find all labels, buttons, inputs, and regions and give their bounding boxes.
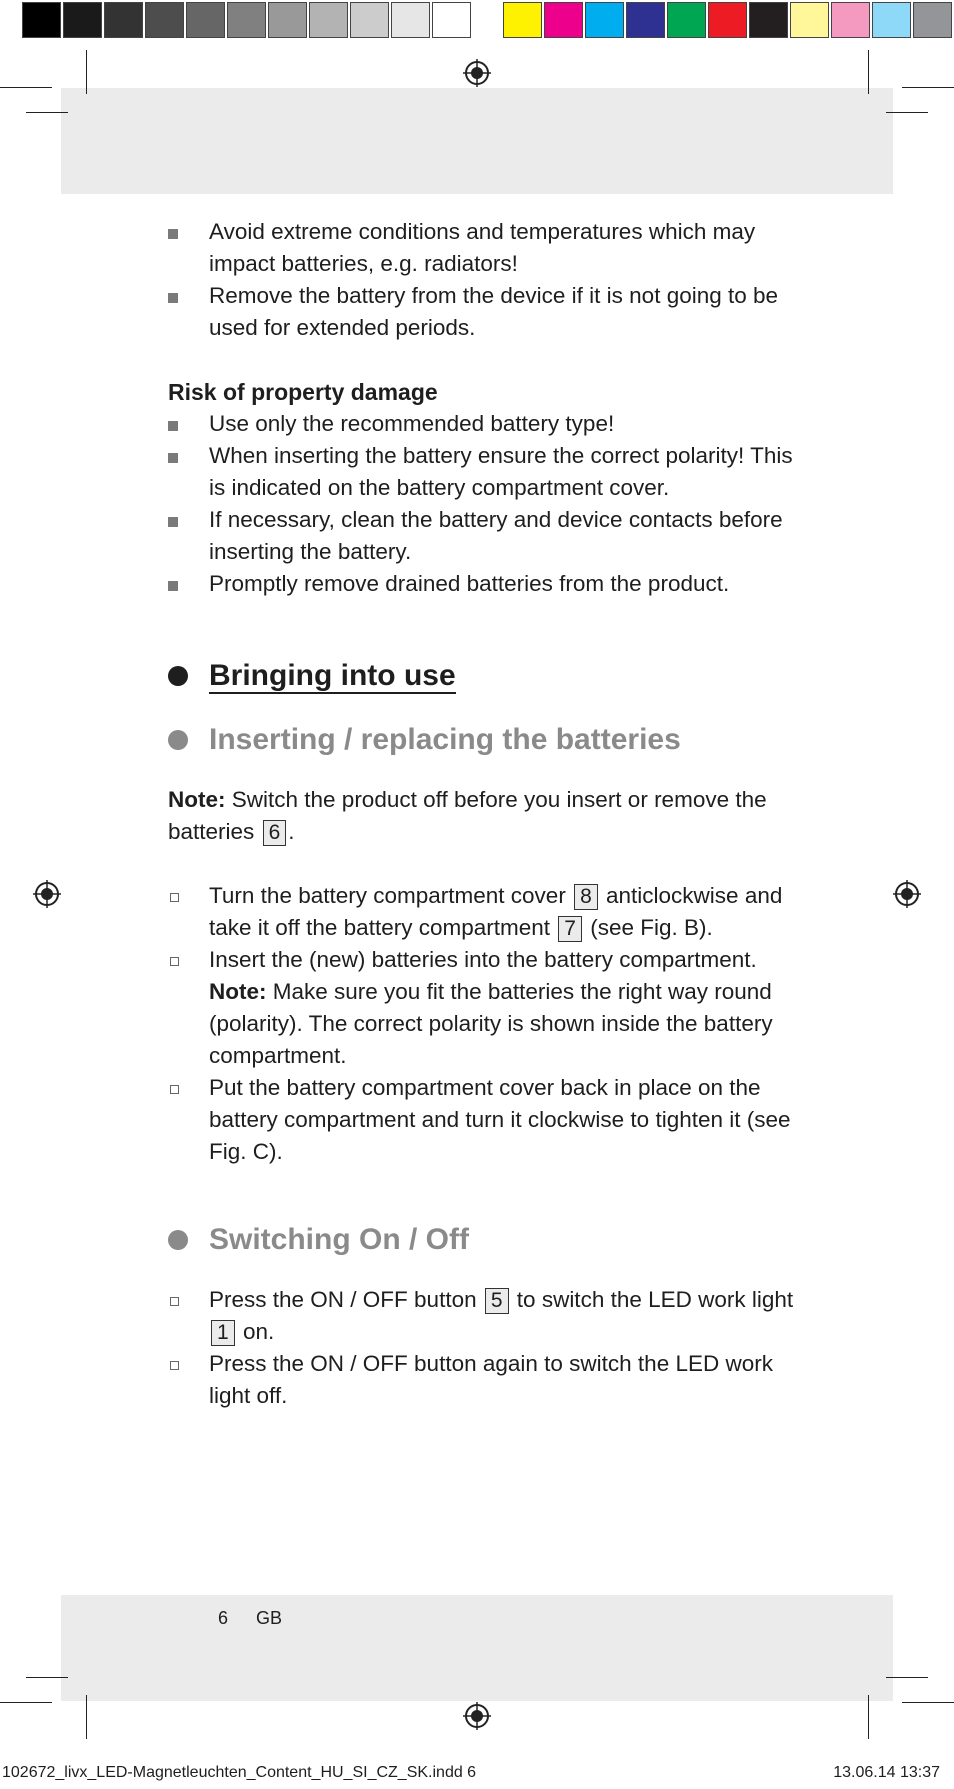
crop-mark	[26, 1677, 68, 1678]
checkbox-bullet-icon	[170, 893, 179, 902]
language-code: GB	[256, 1608, 283, 1628]
checkbox-bullet-icon	[170, 1297, 179, 1306]
list-item: Remove the battery from the device if it is not going to be used for extended periods.	[168, 280, 808, 344]
square-bullet-icon	[168, 293, 178, 303]
color-swatch	[872, 2, 911, 38]
color-swatch	[145, 2, 184, 38]
list-item: Put the battery compartment cover back in place on the battery compartment and turn it clockwise to tighten it (see Fig. C).	[168, 1072, 808, 1168]
list-item: Avoid extreme conditions and temperatures which may impact batteries, e.g. radiators!	[168, 216, 808, 280]
inserting-batteries-heading: Inserting / replacing the batteries	[168, 720, 808, 760]
reference-number: 7	[558, 916, 582, 942]
list-item: Use only the recommended battery type!	[168, 408, 808, 440]
crop-mark	[0, 87, 52, 88]
crop-mark	[886, 112, 928, 113]
crop-mark	[886, 1677, 928, 1678]
color-swatch	[186, 2, 225, 38]
square-bullet-icon	[168, 581, 178, 591]
page-number: 6	[218, 1608, 229, 1628]
page-content	[168, 216, 808, 1412]
color-swatch	[432, 2, 471, 38]
footer-band	[61, 1595, 893, 1701]
color-swatch	[626, 2, 665, 38]
crop-mark	[902, 1702, 954, 1703]
header-band	[61, 88, 893, 194]
battery-warnings-list	[168, 216, 808, 344]
crop-mark	[902, 87, 954, 88]
color-swatch	[104, 2, 143, 38]
print-slug-filename: 102672_livx_LED-Magnetleuchten_Content_HU_SI_CZ_SK.indd 6	[2, 1764, 477, 1781]
reference-number: 5	[485, 1288, 509, 1314]
list-item: Promptly remove drained batteries from the product.	[168, 568, 808, 600]
list-item: When inserting the battery ensure the correct polarity! This is indicated on the battery compartment cover.	[168, 440, 808, 504]
property-damage-heading: Risk of property damage	[168, 379, 438, 405]
crop-mark	[0, 1702, 52, 1703]
checkbox-bullet-icon	[170, 1361, 179, 1370]
color-swatch	[749, 2, 788, 38]
color-swatch	[913, 2, 952, 38]
color-calibration-bar	[22, 2, 954, 42]
color-swatch	[227, 2, 266, 38]
color-swatch	[831, 2, 870, 38]
crop-mark	[868, 1695, 869, 1739]
color-swatch	[503, 2, 542, 38]
reference-number: 6	[263, 820, 287, 846]
property-damage-list	[168, 408, 808, 600]
list-item: Press the ON / OFF button 5 to switch the LED work light 1 on.	[168, 1284, 808, 1348]
color-swatch	[391, 2, 430, 38]
crop-mark	[868, 50, 869, 94]
color-swatch	[667, 2, 706, 38]
list-item: Press the ON / OFF button again to switch the LED work light off.	[168, 1348, 808, 1412]
registration-mark-icon	[463, 1702, 491, 1730]
switching-heading: Switching On / Off	[168, 1220, 808, 1260]
square-bullet-icon	[168, 453, 178, 463]
checkbox-bullet-icon	[170, 1085, 179, 1094]
print-slug-timestamp: 13.06.14 13:37	[833, 1764, 940, 1781]
color-swatch	[22, 2, 61, 38]
reference-number: 8	[574, 884, 598, 910]
bringing-into-use-heading: Bringing into use	[168, 656, 808, 696]
list-item: If necessary, clean the battery and device contacts before inserting the battery.	[168, 504, 808, 568]
registration-mark-icon	[33, 880, 61, 908]
color-swatch	[309, 2, 348, 38]
square-bullet-icon	[168, 421, 178, 431]
crop-mark	[86, 1695, 87, 1739]
color-swatch	[585, 2, 624, 38]
color-swatch	[708, 2, 747, 38]
reference-number: 1	[211, 1320, 235, 1346]
swatch-gap	[473, 2, 503, 42]
registration-mark-icon	[463, 59, 491, 87]
square-bullet-icon	[168, 229, 178, 239]
checkbox-bullet-icon	[170, 957, 179, 966]
registration-mark-icon	[893, 880, 921, 908]
inserting-steps-list	[168, 880, 808, 1168]
crop-mark	[26, 112, 68, 113]
inserting-note: Note: Switch the product off before you insert or remove the batteries 6 .	[168, 787, 767, 844]
list-item: Insert the (new) batteries into the battery compartment. Note: Make sure you fit the batteries the right way round (polarity). The correct polarity is shown inside the battery compartment.	[168, 944, 808, 1072]
color-swatch	[350, 2, 389, 38]
list-item: Turn the battery compartment cover 8 anticlockwise and take it off the battery compartment 7 (see Fig. B).	[168, 880, 808, 944]
crop-mark	[86, 50, 87, 94]
section-dot-icon	[168, 666, 188, 686]
section-dot-icon	[168, 730, 188, 750]
color-swatch	[63, 2, 102, 38]
switching-steps-list	[168, 1284, 808, 1412]
section-dot-icon	[168, 1230, 188, 1250]
color-swatch	[790, 2, 829, 38]
square-bullet-icon	[168, 517, 178, 527]
color-swatch	[544, 2, 583, 38]
color-swatch	[268, 2, 307, 38]
